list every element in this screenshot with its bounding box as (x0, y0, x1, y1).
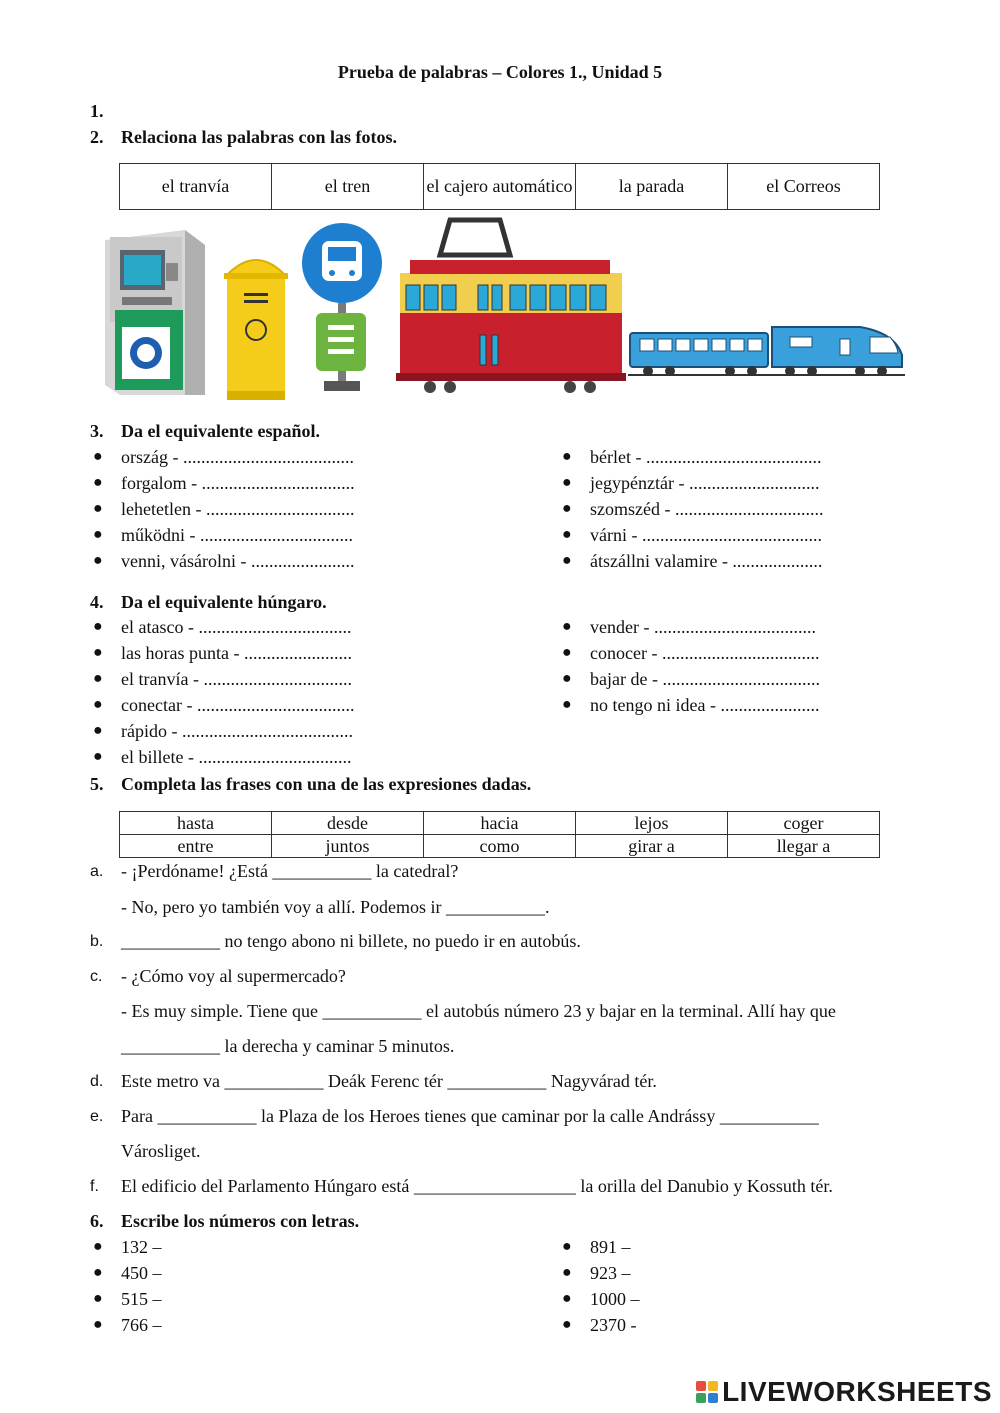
section-2-heading: Relaciona las palabras con las fotos. (121, 127, 398, 147)
bullet-icon: ● (562, 696, 572, 713)
sentence-line[interactable]: - ¿Cómo voy al supermercado? (121, 966, 346, 986)
list-item[interactable]: ● 891 – (590, 1234, 640, 1260)
section-6-right-list (562, 1234, 640, 1338)
bullet-icon: ● (562, 670, 572, 687)
list-item[interactable]: ● bajar de - ................................... (590, 666, 820, 692)
sentence-line[interactable]: - Es muy simple. Tiene que ___________ el autobús número 23 y bajar en la terminal. Allí hay que (121, 1001, 836, 1021)
bullet-icon: ● (93, 1290, 103, 1307)
tram-image[interactable] (396, 220, 626, 393)
bullet-icon: ● (93, 526, 103, 543)
bullet-icon: ● (93, 644, 103, 661)
expression-table (119, 811, 880, 858)
section-3-right-list (562, 444, 824, 574)
item-letter: b. (90, 933, 104, 950)
word-cell[interactable]: la parada (576, 164, 728, 210)
list-item[interactable]: ● lehetetlen - ................................. (121, 496, 355, 522)
list-item[interactable]: ● 450 – (121, 1260, 162, 1286)
section-4-left-list (93, 614, 355, 770)
bullet-icon: ● (562, 474, 572, 491)
list-item[interactable]: ● 766 – (121, 1312, 162, 1338)
bullet-icon: ● (93, 670, 103, 687)
sentence-line[interactable]: - ¡Perdóname! ¿Está ___________ la catedral? (121, 861, 459, 881)
expression-cell[interactable]: juntos (272, 835, 424, 858)
logo-icon (696, 1381, 718, 1403)
expression-cell[interactable]: coger (728, 812, 880, 835)
liveworksheets-logo[interactable] (696, 1376, 992, 1408)
section-6-left-list (93, 1234, 162, 1338)
bullet-icon: ● (93, 552, 103, 569)
list-item[interactable]: ● venni, vásárolni - ....................... (121, 548, 355, 574)
section-1-number: 1. (90, 101, 104, 121)
bullet-icon: ● (562, 1316, 572, 1333)
list-item[interactable]: ● jegypénztár - ............................. (590, 470, 823, 496)
bullet-icon: ● (562, 448, 572, 465)
bullet-icon: ● (93, 1264, 103, 1281)
section-2-number: 2. (90, 127, 104, 147)
bullet-icon: ● (93, 474, 103, 491)
item-letter: f. (90, 1178, 99, 1195)
sentence-line[interactable]: El edificio del Parlamento Húngaro está __________________ la orilla del Danubio y Kossuth tér. (121, 1176, 833, 1196)
sentence-line[interactable]: ___________ la derecha y caminar 5 minutos. (121, 1036, 455, 1056)
bullet-icon: ● (562, 552, 572, 569)
section-4-number: 4. (90, 592, 104, 612)
list-item[interactable]: ● 2370 - (590, 1312, 640, 1338)
list-item[interactable]: ● szomszéd - ................................. (590, 496, 823, 522)
list-item[interactable]: ● 515 – (121, 1286, 162, 1312)
expression-cell[interactable]: desde (272, 812, 424, 835)
sentence-line[interactable]: - No, pero yo también voy a allí. Podemos ir ___________. (121, 897, 550, 917)
list-item[interactable]: ● conocer - ................................... (590, 640, 820, 666)
transport-images (100, 215, 910, 405)
list-item[interactable]: ● las horas punta - ........................ (121, 640, 354, 666)
bullet-icon: ● (562, 500, 572, 517)
atm-image[interactable] (105, 230, 205, 395)
expression-cell[interactable]: hacia (424, 812, 576, 835)
word-cell[interactable]: el tren (272, 164, 424, 210)
section-6-number: 6. (90, 1211, 104, 1231)
expression-cell[interactable]: lejos (576, 812, 728, 835)
list-item[interactable]: ● el atasco - .................................. (121, 614, 354, 640)
list-item[interactable]: ● működni - .................................. (121, 522, 355, 548)
bullet-icon: ● (562, 1264, 572, 1281)
expression-cell[interactable]: girar a (576, 835, 728, 858)
section-4-heading: Da el equivalente húngaro. (121, 592, 327, 612)
item-letter: c. (90, 968, 103, 985)
list-item[interactable]: ● vender - .................................... (590, 614, 820, 640)
bullet-icon: ● (562, 526, 572, 543)
section-3-left-list (93, 444, 355, 574)
sentence-line[interactable]: Para ___________ la Plaza de los Heroes tienes que caminar por la calle Andrássy ___________ (121, 1106, 819, 1126)
bullet-icon: ● (93, 448, 103, 465)
word-table (119, 163, 880, 210)
sentence-line[interactable]: Este metro va ___________ Deák Ferenc tér ___________ Nagyvárad tér. (121, 1071, 657, 1091)
list-item[interactable]: ● forgalom - .................................. (121, 470, 355, 496)
section-5-heading: Completa las frases con una de las expresiones dadas. (121, 774, 532, 794)
list-item[interactable]: ● no tengo ni idea - ...................... (590, 692, 820, 718)
bullet-icon: ● (93, 696, 103, 713)
expression-cell[interactable]: hasta (120, 812, 272, 835)
train-image[interactable] (628, 327, 905, 376)
section-6-heading: Escribe los números con letras. (121, 1211, 360, 1231)
item-letter: d. (90, 1073, 104, 1090)
item-letter: e. (90, 1108, 104, 1125)
list-item[interactable]: ● 132 – (121, 1234, 162, 1260)
list-item[interactable]: ● átszállni valamire - .................... (590, 548, 823, 574)
expression-cell[interactable]: como (424, 835, 576, 858)
bullet-icon: ● (93, 618, 103, 635)
section-3-number: 3. (90, 421, 104, 441)
list-item[interactable]: ● 923 – (590, 1260, 640, 1286)
sentence-line[interactable]: ___________ no tengo abono ni billete, no puedo ir en autobús. (121, 931, 581, 951)
expression-cell[interactable]: llegar a (728, 835, 880, 858)
list-item[interactable]: ● 1000 – (590, 1286, 640, 1312)
list-item[interactable]: ● várni - ........................................ (590, 522, 823, 548)
list-item[interactable]: ● bérlet - ....................................... (590, 444, 823, 470)
bullet-icon: ● (562, 1238, 572, 1255)
list-item[interactable]: ● ország - ...................................... (121, 444, 355, 470)
bullet-icon: ● (93, 722, 103, 739)
word-cell[interactable]: el Correos (728, 164, 880, 210)
section-5-number: 5. (90, 774, 104, 794)
list-item[interactable]: ● rápido - ...................................... (121, 718, 354, 744)
bullet-icon: ● (93, 748, 103, 765)
logo-text: LIVEWORKSHEETS (722, 1376, 992, 1407)
bullet-icon: ● (93, 500, 103, 517)
word-cell[interactable]: el cajero automático (424, 164, 576, 210)
bullet-icon: ● (562, 644, 572, 661)
section-4-right-list (562, 614, 820, 718)
bus-stop-image[interactable] (302, 223, 382, 391)
list-item[interactable]: ● el billete - .................................. (121, 744, 354, 770)
expression-cell[interactable]: entre (120, 835, 272, 858)
mailbox-image[interactable] (224, 260, 288, 400)
bullet-icon: ● (93, 1238, 103, 1255)
item-letter: a. (90, 863, 104, 880)
sentence-line[interactable]: Városliget. (121, 1141, 201, 1161)
bullet-icon: ● (562, 1290, 572, 1307)
section-3-heading: Da el equivalente español. (121, 421, 321, 441)
bullet-icon: ● (562, 618, 572, 635)
page-title: Prueba de palabras – Colores 1., Unidad 5 (337, 62, 663, 82)
bullet-icon: ● (93, 1316, 103, 1333)
list-item[interactable]: ● conectar - ................................... (121, 692, 354, 718)
list-item[interactable]: ● el tranvía - ................................. (121, 666, 354, 692)
word-cell[interactable]: el tranvía (120, 164, 272, 210)
